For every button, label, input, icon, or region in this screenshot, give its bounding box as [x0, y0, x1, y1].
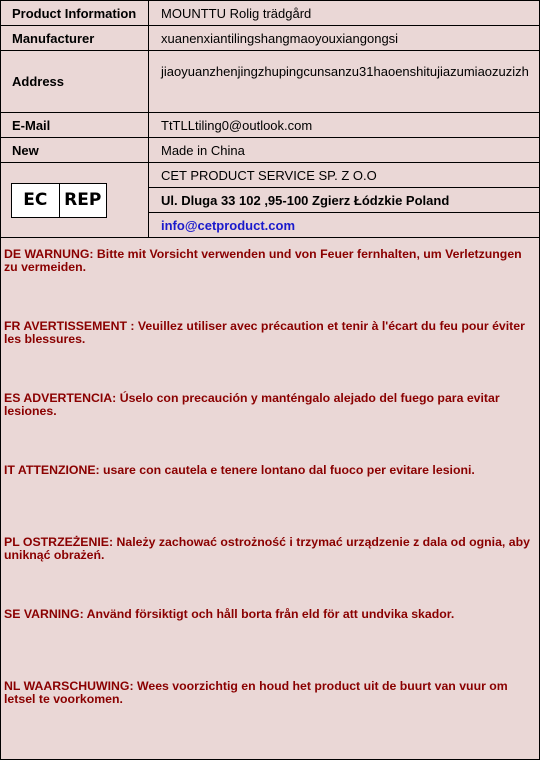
new-value: Made in China [149, 138, 540, 163]
manufacturer-value: xuanenxiantilingshangmaoyouxiangongsi [149, 26, 540, 51]
ec-rep-icon [11, 183, 107, 218]
rep-address: Ul. Dluga 33 102 ,95-100 Zgierz Łódzkie Poland [149, 188, 540, 213]
table-row [1, 51, 539, 113]
manufacturer-label: Manufacturer [1, 26, 149, 51]
ec-rep-cell [1, 163, 149, 238]
table-row [1, 113, 539, 138]
new-label: New [1, 138, 149, 163]
table-row [1, 1, 539, 26]
warning-pl: PL OSTRZEŻENIE: Należy zachować ostrożność i trzymać urządzenie z dala od ognia, aby uniknąć obrażeń. [4, 535, 530, 562]
ec-mark: EC [12, 184, 60, 217]
rep-email-cell [149, 213, 540, 238]
product-info-table [1, 1, 539, 238]
warning-es: ES ADVERTENCIA: Úselo con precaución y manténgalo alejado del fuego para evitar lesiones. [4, 391, 500, 418]
table-row [1, 26, 539, 51]
table-row [1, 163, 539, 188]
warning-nl: NL WAARSCHUWING: Wees voorzichtig en houd het product uit de buurt van vuur om letsel te voorkomen. [4, 679, 508, 706]
table-row [1, 138, 539, 163]
email-label: E-Mail [1, 113, 149, 138]
warning-de: DE WARNUNG: Bitte mit Vorsicht verwenden und von Feuer fernhalten, um Verletzungen zu vermeiden. [4, 247, 522, 274]
warning-it: IT ATTENZIONE: usare con cautela e tenere lontano dal fuoco per evitare lesioni. [4, 463, 475, 477]
rep-mark: REP [64, 190, 102, 210]
warning-se: SE VARNING: Använd försiktigt och håll borta från eld för att undvika skador. [4, 607, 455, 621]
rep-email-link[interactable]: info@cetproduct.com [161, 217, 296, 233]
address-label: Address [1, 51, 149, 113]
warning-fr: FR AVERTISSEMENT : Veuillez utiliser avec précaution et tenir à l'écart du feu pour éviter les blessures. [4, 319, 525, 346]
product-info-value: MOUNTTU Rolig trädgård [149, 1, 540, 26]
product-info-label: Product Information [1, 1, 149, 26]
address-value: jiaoyuanzhenjingzhupingcunsanzu31haoenshitujiazumiaozuzizh [149, 51, 540, 113]
rep-company-name: CET PRODUCT SERVICE SP. Z O.O [149, 163, 540, 188]
email-value: TtTLLtiling0@outlook.com [149, 113, 540, 138]
